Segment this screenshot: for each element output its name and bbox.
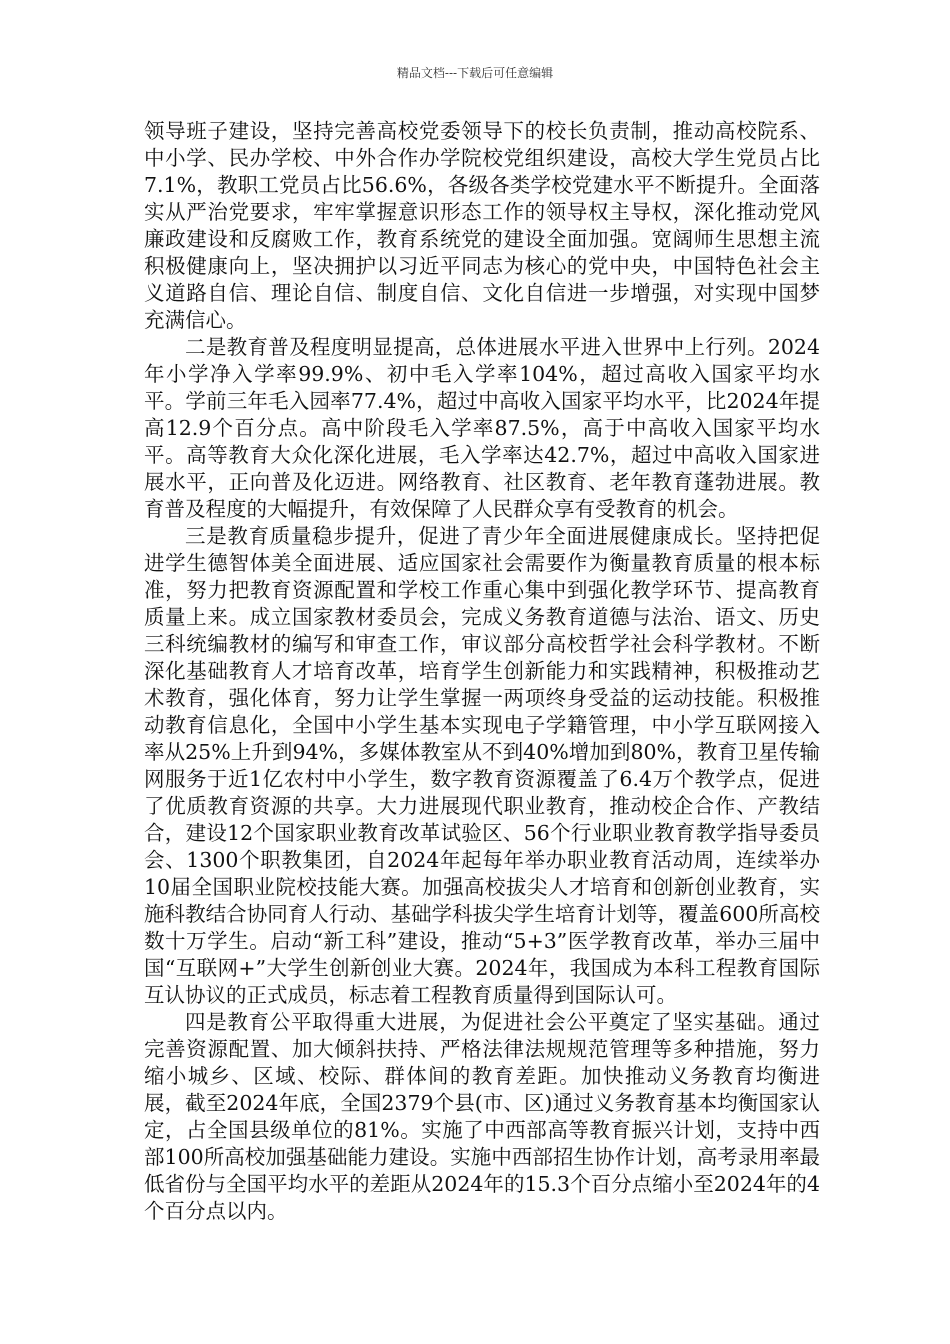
document-body bbox=[144, 118, 820, 1225]
page-header: 精品文档---下载后可任意编辑 bbox=[396, 66, 554, 80]
paragraph-party-building: 领导班子建设，坚持完善高校党委领导下的校长负责制，推动高校院系、中小学、民办学校、中外合作办学院校党组织建设，高校大学生党员占比7.1%，教职工党员占比56.6%，各级各类学校党建水平不断提升。全面落实从严治党要求，牢牢掌握意识形态工作的领导权主导权，深化推动党风廉政建设和反腐败工作，教育系统党的建设全面加强。宽阔师生思想主流积极健康向上，坚决拥护以习近平同志为核心的党中央，中国特色社会主义道路自信、理论自信、制度自信、文化自信进一步增强，对实现中国梦充满信心。 bbox=[144, 119, 820, 332]
paragraph-education-quality: 三是教育质量稳步提升，促进了青少年全面进展健康成长。坚持把促进学生德智体美全面进展、适应国家社会需要作为衡量教育质量的根本标准，努力把教育资源配置和学校工作重心集中到强化教学环节、提高教育质量上来。成立国家教材委员会，完成义务教育道德与法治、语文、历史三科统编教材的编写和审查工作，审议部分高校哲学社会科学教材。不断深化基础教育人才培育改革，培育学生创新能力和实践精神，积极推动艺术教育，强化体育，努力让学生掌握一两项终身受益的运动技能。积极推动教育信息化，全国中小学生基本实现电子学籍管理，中小学互联网接入率从25%上升到94%，多媒体教室从不到40%增加到80%，教育卫星传输网服务于近1亿农村中小学生，数字教育资源覆盖了6.4万个教学点，促进了优质教育资源的共享。大力进展现代职业教育，推动校企合作、产教结合，建设12个国家职业教育改革试验区、56个行业职业教育教学指导委员会、1300个职教集团，自2024年起每年举办职业教育活动周，连续举办10届全国职业院校技能大赛。加强高校拔尖人才培育和创新创业教育，实施科教结合协同育人行动、基础学科拔尖学生培育计划等，覆盖600所高校数十万学生。启动“新工科”建设，推动“5+3”医学教育改革，举办三届中国“互联网+”大学生创新创业大赛。2024年，我国成为本科工程教育国际互认协议的正式成员，标志着工程教育质量得到国际认可。 bbox=[144, 524, 820, 1007]
paragraph-education-equity: 四是教育公平取得重大进展，为促进社会公平奠定了坚实基础。通过完善资源配置、加大倾斜扶持、严格法律法规规范管理等多种措施，努力缩小城乡、区域、校际、群体间的教育差距。加快推动义务教育均衡进展，截至2024年底，全国2379个县(市、区)通过义务教育基本均衡国家认定，占全国县级单位的81%。实施了中西部高等教育振兴计划，支持中西部100所高校加强基础能力建设。实施中西部招生协作计划，高考录用率最低省份与全国平均水平的差距从2024年的15.3个百分点缩小至2024年的4个百分点以内。 bbox=[144, 1010, 820, 1223]
paragraph-education-popularization: 二是教育普及程度明显提高，总体进展水平进入世界中上行列。2024年小学净入学率99.9%、初中毛入学率104%，超过高收入国家平均水平。学前三年毛入园率77.4%，超过中高收入国家平均水平，比2024年提高12.9个百分点。高中阶段毛入学率87.5%，高于中高收入国家平均水平。高等教育大众化深化进展，毛入学率达42.7%，超过中高收入国家进展水平，正向普及化迈进。网络教育、社区教育、老年教育蓬勃进展。教育普及程度的大幅提升，有效保障了人民群众享有受教育的机会。 bbox=[144, 335, 820, 521]
